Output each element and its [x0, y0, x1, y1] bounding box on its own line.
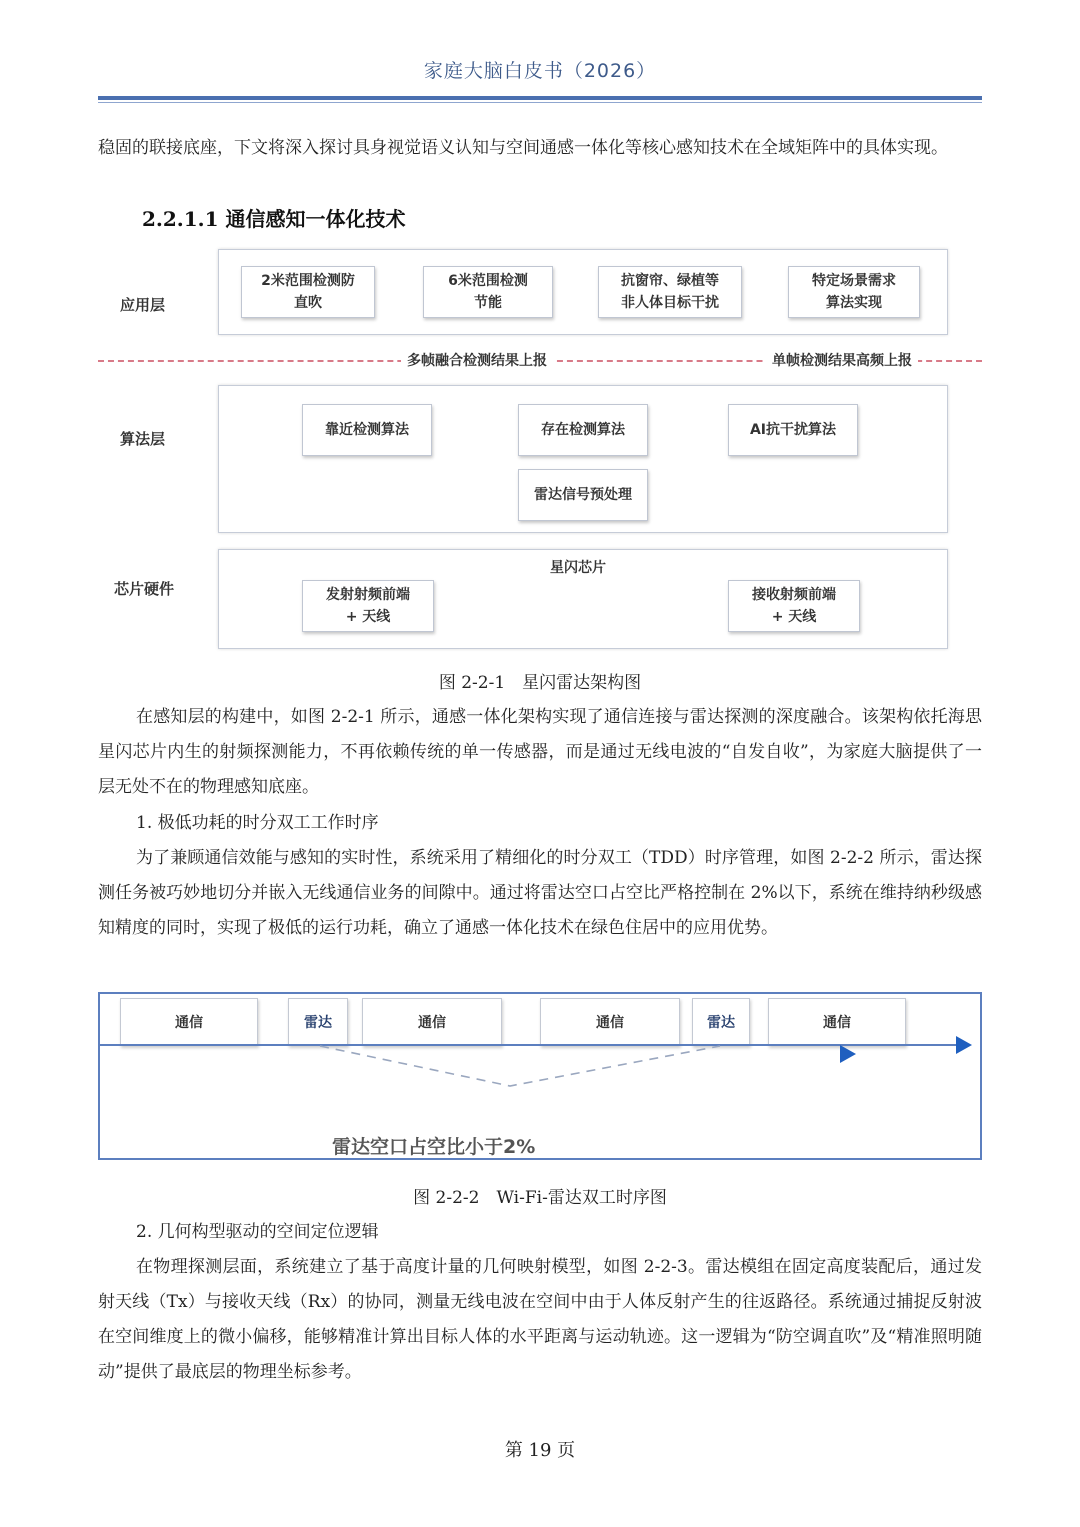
- timeslot-communication-3: 通信: [540, 998, 680, 1046]
- item-2-heading: 2. 几何构型驱动的空间定位逻辑: [136, 1222, 379, 1242]
- app-node-anti-direct-blow: 2米范围检测防 直吹: [241, 266, 375, 318]
- layer-label-application: 应用层: [120, 296, 166, 314]
- algo-node-ai-anti-interference: AI抗干扰算法: [728, 404, 858, 456]
- timeslot-radar-2: 雷达: [692, 998, 750, 1046]
- item-1-heading: 1. 极低功耗的时分双工工作时序: [136, 813, 379, 833]
- hw-node-receive-frontend: 接收射频前端 + 天线: [728, 580, 860, 632]
- intro-paragraph: 稳固的联接底座，下文将深入探讨具身视觉语义认知与空间通感一体化等核心感知技术在全域矩阵中的具体实现。: [98, 138, 948, 158]
- tdd-timing-figure: [98, 992, 982, 1160]
- radar-duty-cycle-note: 雷达空口占空比小于2%: [332, 1136, 536, 1158]
- timeslot-radar-1: 雷达: [288, 998, 348, 1046]
- layer-label-hardware: 芯片硬件: [114, 580, 175, 598]
- header-rule-thin: [98, 102, 982, 103]
- header-rule: [98, 96, 982, 100]
- paragraph-2: 为了兼顾通信效能与感知的实时性，系统采用了精细化的时分双工（TDD）时序管理，如图 2-2-2 所示，雷达探测任务被巧妙地切分并嵌入无线通信业务的间隙中。通过将雷达空口占空比严格控制在 2%以下，系统在维持纳秒级感知精度的同时，实现了极低的运行功耗，确立了通感一体化技术在绿色住居中的应用优势。: [98, 848, 982, 938]
- paragraph-1: 在感知层的构建中，如图 2-2-1 所示，通感一体化架构实现了通信连接与雷达探测的深度融合。该架构依托海思星闪芯片内生的射频探测能力，不再依赖传统的单一传感器，而是通过无线电波的“自发自收”，为家庭大脑提供了一层无处不在的物理感知底座。: [98, 707, 982, 797]
- time-axis-arrow-icon: [956, 1036, 972, 1054]
- algo-node-approach-detection: 靠近检测算法: [302, 404, 432, 456]
- timeslot-communication-4: 通信: [768, 998, 906, 1046]
- figure-1-caption: 图 2-2-1 星闪雷达架构图: [438, 673, 642, 693]
- figure-2-caption: 图 2-2-2 Wi-Fi-雷达双工时序图: [413, 1188, 667, 1208]
- layer-label-algorithm: 算法层: [120, 430, 166, 448]
- app-node-scenario-algorithm: 特定场景需求 算法实现: [788, 266, 920, 318]
- app-node-energy-saving: 6米范围检测 节能: [423, 266, 553, 318]
- flow-label-single-frame: 单帧检测结果高频上报: [766, 350, 918, 370]
- timeslot-communication-2: 通信: [362, 998, 502, 1046]
- architecture-figure: [98, 243, 982, 653]
- chip-title: 星闪芯片: [550, 560, 606, 576]
- page-header-title: 家庭大脑白皮书（2026）: [423, 60, 657, 82]
- hw-node-transmit-frontend: 发射射频前端 + 天线: [302, 580, 434, 632]
- app-node-anti-interference: 抗窗帘、绿植等 非人体目标干扰: [598, 266, 742, 318]
- time-marker-arrow-icon: [840, 1045, 856, 1063]
- section-heading: 2.2.1.1 通信感知一体化技术: [142, 207, 406, 231]
- timeslot-communication-1: 通信: [120, 998, 258, 1046]
- radar-gap-dashed-lines: [310, 1044, 730, 1094]
- paragraph-3: 在物理探测层面，系统建立了基于高度计量的几何映射模型，如图 2-2-3。雷达模组在固定高度装配后，通过发射天线（Tx）与接收天线（Rx）的协同，测量无线电波在空间中由于人体反射产生的往返路径。系统通过捕捉反射波在空间维度上的微小偏移，能够精准计算出目标人体的水平距离与运动轨迹。这一逻辑为“防空调直吹”及“精准照明随动”提供了最底层的物理坐标参考。: [98, 1257, 982, 1382]
- algo-node-presence-detection: 存在检测算法: [518, 404, 648, 456]
- algo-node-radar-preprocessing: 雷达信号预处理: [518, 469, 648, 521]
- page-number: 第 19 页: [504, 1440, 576, 1461]
- flow-label-multi-frame: 多帧融合检测结果上报: [401, 350, 553, 370]
